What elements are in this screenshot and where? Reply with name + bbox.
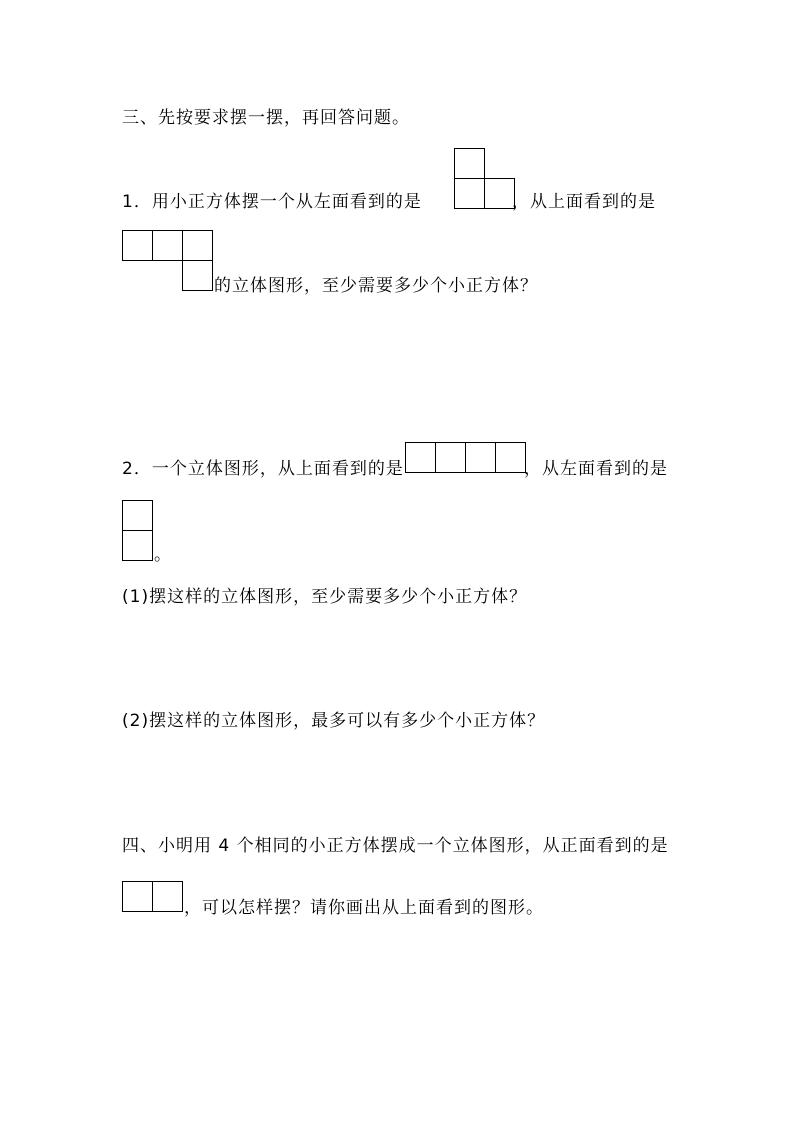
section-four-line1: 四、小明用 4 个相同的小正方体摆成一个立体图形，从正面看到的是	[122, 836, 669, 856]
q2-line1-prefix: 2．一个立体图形，从上面看到的是	[122, 459, 404, 479]
q1-line1-prefix: 1．用小正方体摆一个从左面看到的是	[122, 192, 422, 212]
q2-line1-suffix: ，从左面看到的是	[524, 459, 668, 479]
cube-square	[122, 530, 153, 561]
cube-square	[465, 442, 496, 473]
q1-left-view-figure	[454, 148, 515, 209]
cube-square	[122, 881, 153, 912]
section-four-line2-suffix: ，可以怎样摆？请你画出从上面看到的图形。	[184, 898, 544, 918]
cube-square	[454, 148, 485, 179]
cube-square	[405, 442, 436, 473]
cube-square	[495, 442, 526, 473]
cube-square	[454, 178, 485, 209]
q2-top-view-figure	[405, 442, 526, 473]
q1-line2-suffix: 的立体图形，至少需要多少个小正方体？	[214, 276, 538, 296]
cube-square	[152, 230, 183, 261]
q2-line2-suffix: 。	[154, 545, 172, 565]
cube-square	[122, 500, 153, 531]
q1-line1-suffix: ，从上面看到的是	[512, 192, 656, 212]
q2-sub-question-1: (1)摆这样的立体图形，至少需要多少个小正方体？	[122, 587, 528, 607]
q2-sub-question-2: (2)摆这样的立体图形，最多可以有多少个小正方体？	[122, 711, 546, 731]
section-three-heading: 三、先按要求摆一摆，再回答问题。	[122, 108, 410, 128]
cube-square	[484, 178, 515, 209]
cube-square	[122, 230, 153, 261]
cube-square	[435, 442, 466, 473]
cube-square	[182, 260, 213, 291]
q1-top-view-figure	[122, 230, 213, 291]
section-four-front-view-figure	[122, 881, 183, 912]
q2-left-view-figure	[122, 500, 153, 561]
cube-square	[182, 230, 213, 261]
cube-square	[152, 881, 183, 912]
